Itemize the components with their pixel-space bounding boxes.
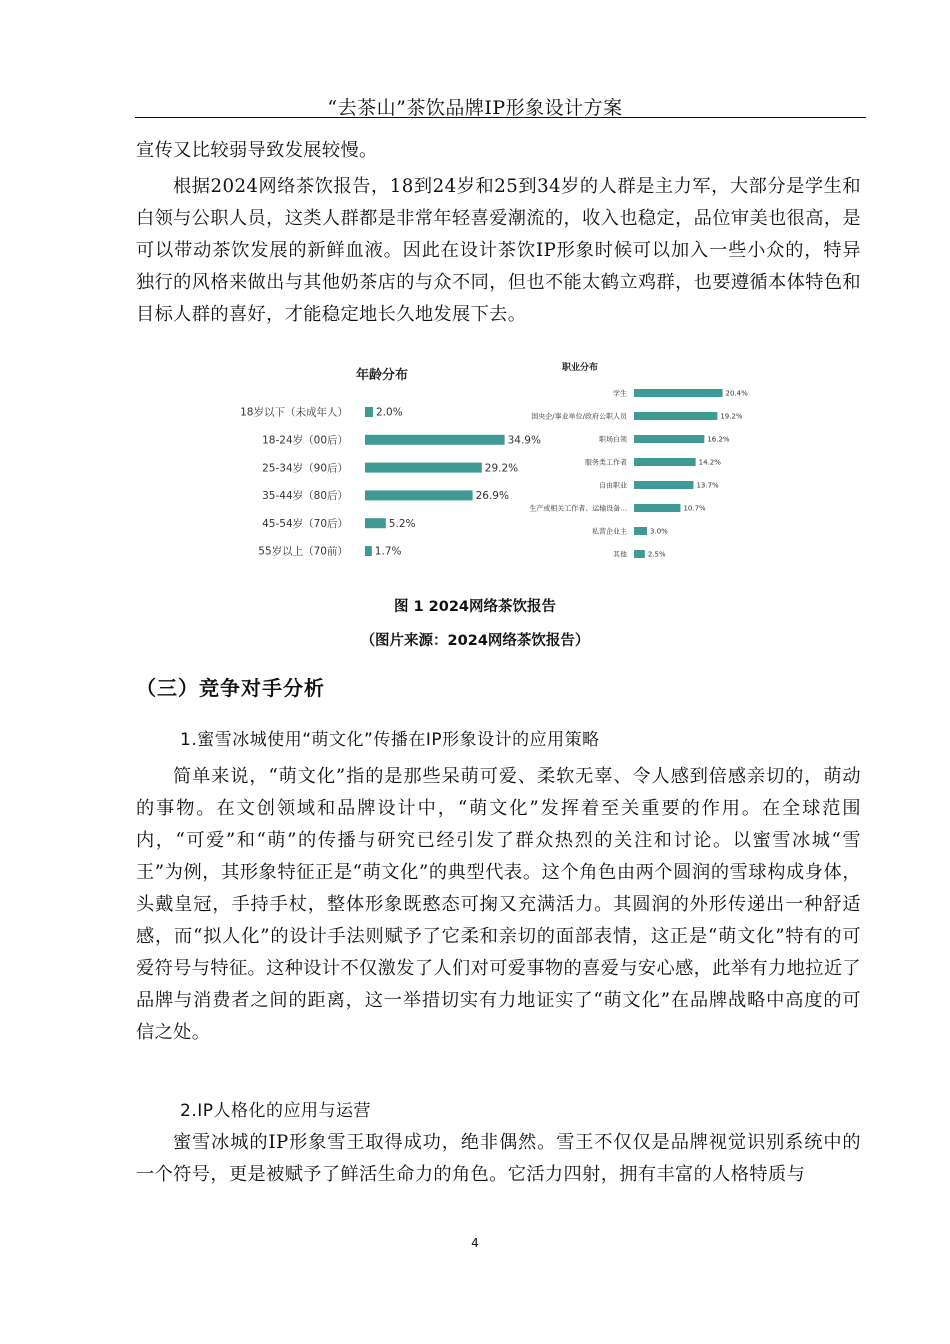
job-category-label: 国央企/事业单位/政府公职人员 bbox=[531, 412, 627, 421]
subsection-heading-2: 2.IP人格化的应用与运营 bbox=[180, 1101, 371, 1121]
job-value-label: 10.7% bbox=[683, 504, 706, 513]
figure-source: （图片来源：2024网络茶饮报告） bbox=[360, 633, 590, 649]
age-category-label: 25-34岁（90后） bbox=[262, 462, 348, 475]
age-category-label: 35-44岁（80后） bbox=[262, 490, 348, 503]
job-category-label: 私营企业主 bbox=[592, 527, 627, 536]
job-bar bbox=[634, 389, 723, 397]
age-value-label: 29.2% bbox=[484, 462, 519, 475]
age-bar bbox=[365, 407, 373, 417]
age-title: 年龄分布 bbox=[355, 368, 409, 383]
job-bar bbox=[634, 435, 704, 443]
job-value-label: 3.0% bbox=[650, 527, 668, 536]
occupation-distribution-chart bbox=[507, 355, 750, 570]
paragraph-2: 根据2024网络茶饮报告，18到24岁和25到34岁的人群是主力军，大部分是学生和白领与公职人员，这类人群都是非常年轻喜爱潮流的，收入也稳定，品位审美也很高，是可以带动茶饮发展的新鲜血液。因此在设计茶饮IP形象时候可以加入一些小众的，特异独行的风格来做出与其他奶茶店的与众不同，但也不能太鹤立鸡群，也要遵循本体特色和目标人群的喜好，才能稳定地长久地发展下去。 bbox=[136, 176, 861, 325]
job-value-label: 16.2% bbox=[707, 435, 730, 444]
job-value-label: 2.5% bbox=[647, 550, 666, 559]
age-bar bbox=[365, 518, 386, 528]
job-bar bbox=[634, 527, 647, 535]
job-category-label: 生产或相关工作者、运输设备... bbox=[529, 504, 627, 513]
job-value-label: 14.2% bbox=[698, 458, 721, 467]
job-bar bbox=[634, 550, 645, 558]
age-bar bbox=[365, 490, 473, 500]
age-category-label: 55岁以上（70前） bbox=[258, 545, 348, 558]
job-bar bbox=[634, 458, 696, 466]
age-category-label: 18岁以下（未成年人） bbox=[240, 406, 348, 419]
job-category-label: 其他 bbox=[613, 550, 627, 559]
page-header-title: “去茶山”茶饮品牌IP形象设计方案 bbox=[327, 97, 623, 119]
job-category-label: 职场白领 bbox=[599, 435, 627, 444]
age-value-label: 26.9% bbox=[475, 490, 509, 503]
header-divider bbox=[135, 117, 866, 118]
age-value-label: 1.7% bbox=[374, 545, 402, 558]
age-value-label: 2.0% bbox=[376, 406, 403, 419]
figure-caption: 图 1 2024网络茶饮报告 bbox=[393, 599, 557, 615]
job-value-label: 13.7% bbox=[696, 481, 719, 490]
job-bar bbox=[634, 481, 693, 489]
paragraph-4: 蜜雪冰城的IP形象雪王取得成功，绝非偶然。雪王不仅仅是品牌视觉识别系统中的一个符号，更是被赋予了鲜活生命力的角色。它活力四射，拥有丰富的人格特质与 bbox=[136, 1132, 861, 1185]
job-title: 职业分布 bbox=[561, 363, 599, 373]
section-heading: （三）竞争对手分析 bbox=[136, 676, 325, 700]
age-distribution-chart bbox=[230, 355, 541, 570]
job-value-label: 19.2% bbox=[720, 412, 743, 421]
age-value-label: 5.2% bbox=[388, 517, 416, 530]
job-value-label: 20.4% bbox=[725, 389, 748, 398]
subsection-heading-1: 1.蜜雪冰城使用“萌文化”传播在IP形象设计的应用策略 bbox=[180, 730, 600, 750]
paragraph-1: 宣传又比较弱导致发展较慢。 bbox=[136, 140, 378, 161]
job-category-label: 自由职业 bbox=[599, 481, 627, 490]
page-number: 4 bbox=[471, 1236, 479, 1250]
job-bar bbox=[634, 504, 680, 512]
age-value-label: 34.9% bbox=[507, 434, 541, 447]
age-category-label: 18-24岁（00后） bbox=[262, 434, 348, 447]
job-bar bbox=[634, 412, 717, 420]
job-category-label: 学生 bbox=[613, 389, 627, 398]
age-bar bbox=[365, 463, 482, 473]
paragraph-3: 简单来说，“萌文化”指的是那些呆萌可爱、柔软无辜、令人感到倍感亲切的，萌动的事物。在文创领域和品牌设计中，“萌文化”发挥着至关重要的作用。在全球范围内，“可爱”和“萌”的传播与研究已经引发了群众热烈的关注和讨论。以蜜雪冰城“雪王”为例，其形象特征正是“萌文化”的典型代表。这个角色由两个圆润的雪球构成身体，头戴皇冠，手持手杖，整体形象既憨态可掬又充满活力。其圆润的外形传递出一种舒适感，而“拟人化”的设计手法则赋予了它柔和亲切的面部表情，这正是“萌文化”特有的可爱符号与特征。这种设计不仅激发了人们对可爱事物的喜爱与安心感，此举有力地拉近了品牌与消费者之间的距离，这一举措切实有力地证实了“萌文化”在品牌战略中高度的可信之处。 bbox=[136, 766, 861, 1043]
figure-charts bbox=[230, 355, 750, 570]
job-category-label: 服务类工作者 bbox=[585, 458, 627, 467]
age-category-label: 45-54岁（70后） bbox=[262, 517, 348, 530]
age-bar bbox=[365, 546, 372, 556]
age-bar bbox=[365, 435, 505, 445]
